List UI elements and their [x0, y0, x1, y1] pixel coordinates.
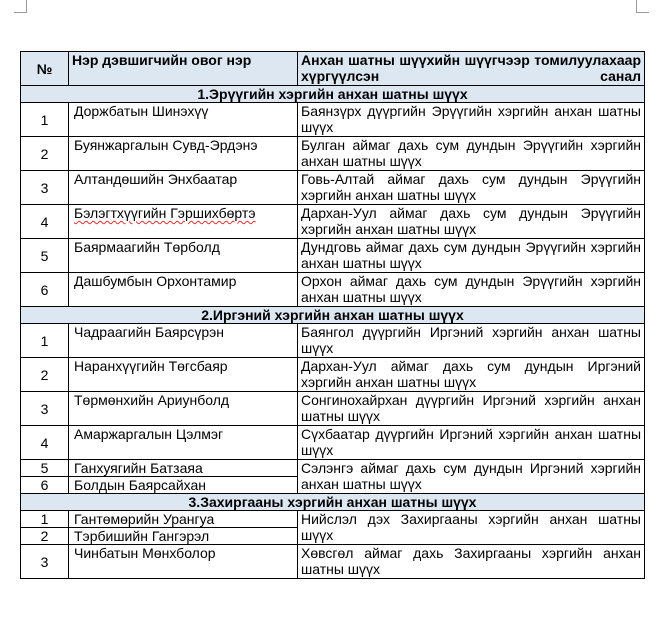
proposal-text: Сэлэнгэ аймаг дахь сум дундын Иргэний хэргийн анхан шатны шүүх: [298, 460, 645, 494]
row-number: 4: [21, 205, 69, 239]
nominee-name: Амаржаргалын Цэлмэг: [69, 426, 298, 460]
header-name: Нэр дэвшигчийн овог нэр: [69, 52, 298, 86]
row-number: 4: [21, 426, 69, 460]
table-row: [21, 358, 645, 392]
row-number: 3: [21, 545, 69, 579]
table-row: [21, 511, 645, 528]
table-row: [21, 460, 645, 477]
table-row: [21, 273, 645, 307]
nominee-table: [20, 51, 645, 579]
nominee-name: Алтандөшийн Энхбаатар: [69, 171, 298, 205]
table-row: [21, 171, 645, 205]
row-number: 3: [21, 171, 69, 205]
section-row: [21, 307, 645, 324]
proposal-text: Булган аймаг дахь сум дундын Эрүүгийн хэргийн анхан шатны шүүх: [298, 137, 645, 171]
section-title: 1.Эрүүгийн хэргийн анхан шатны шүүх: [21, 86, 645, 103]
proposal-text: Сонгинохайрхан дүүргийн Иргэний хэргийн анхан шатны шүүх: [298, 392, 645, 426]
nominee-name: Доржбатын Шинэхүү: [69, 103, 298, 137]
nominee-name: Болдын Баярсайхан: [69, 477, 298, 494]
row-number: 6: [21, 477, 69, 494]
nominee-name: Дашбумбын Орхонтамир: [69, 273, 298, 307]
proposal-text: Нийслэл дэх Захиргааны хэргийн анхан шатны шүүх: [298, 511, 645, 545]
proposal-text: Дархан-Уул аймаг дахь сум дундын Эрүүгийн хэргийн анхан шатны шүүх: [298, 205, 645, 239]
page-corner-mark-left: [14, 0, 27, 13]
proposal-text: Сүхбаатар дүүргийн Иргэний хэргийн анхан шатны шүүх: [298, 426, 645, 460]
section-title: 2.Иргэний хэргийн анхан шатны шүүх: [21, 307, 645, 324]
table-row: [21, 545, 645, 579]
row-number: 1: [21, 324, 69, 358]
row-number: 2: [21, 137, 69, 171]
proposal-text: Орхон аймаг дахь сум дундын Эрүүгийн хэргийн анхан шатны шүүх: [298, 273, 645, 307]
proposal-text: Говь-Алтай аймаг дахь сум дундын Эрүүгийн хэргийн анхан шатны шүүх: [298, 171, 645, 205]
section-row: [21, 86, 645, 103]
row-number: 5: [21, 239, 69, 273]
table-row: [21, 137, 645, 171]
nominee-name: Буянжаргалын Сувд-Эрдэнэ: [69, 137, 298, 171]
row-number: 1: [21, 511, 69, 528]
row-number: 3: [21, 392, 69, 426]
table-row: [21, 205, 645, 239]
header-number: №: [21, 52, 69, 86]
nominee-name: Баярмаагийн Төрболд: [69, 239, 298, 273]
section-title: 3.Захиргааны хэргийн анхан шатны шүүх: [21, 494, 645, 511]
nominee-name: Тэрбишийн Гангэрэл: [69, 528, 298, 545]
row-number: 2: [21, 358, 69, 392]
table-row: [21, 103, 645, 137]
row-number: 2: [21, 528, 69, 545]
header-proposal: Анхан шатны шүүхийн шүүгчээр томилуулахаар хүргүүлсэн санал: [298, 52, 645, 86]
table-row: [21, 239, 645, 273]
proposal-text: Баянгол дүүргийн Иргэний хэргийн анхан шатны шүүх: [298, 324, 645, 358]
row-number: 5: [21, 460, 69, 477]
nominee-name: Гантөмөрийн Урангуа: [69, 511, 298, 528]
nominee-name: Бэлэгтхүүгийн Гэршихбөртэ: [69, 205, 298, 239]
table-row: [21, 324, 645, 358]
nominee-name: Наранхүүгийн Төгсбаяр: [69, 358, 298, 392]
proposal-text: Дархан-Уул аймаг дахь сум дундын Иргэний хэргийн анхан шатны шүүх: [298, 358, 645, 392]
table-row: [21, 426, 645, 460]
row-number: 6: [21, 273, 69, 307]
nominee-name: Чадраагийн Баярсүрэн: [69, 324, 298, 358]
table-row: [21, 392, 645, 426]
page-corner-mark-right: [636, 0, 649, 13]
proposal-text: Баянзүрх дүүргийн Эрүүгийн хэргийн анхан шатны шүүх: [298, 103, 645, 137]
proposal-text: Дундговь аймаг дахь сум дундын Эрүүгийн хэргийн анхан шатны шүүх: [298, 239, 645, 273]
section-row: [21, 494, 645, 511]
table-header-row: [21, 52, 645, 86]
proposal-text: Хөвсгөл аймаг дахь Захиргааны хэргийн анхан шатны шүүх: [298, 545, 645, 579]
nominee-name: Ганхуягийн Батзаяа: [69, 460, 298, 477]
nominee-name: Төрмөнхийн Ариунболд: [69, 392, 298, 426]
row-number: 1: [21, 103, 69, 137]
nominee-name: Чинбатын Мөнхболор: [69, 545, 298, 579]
